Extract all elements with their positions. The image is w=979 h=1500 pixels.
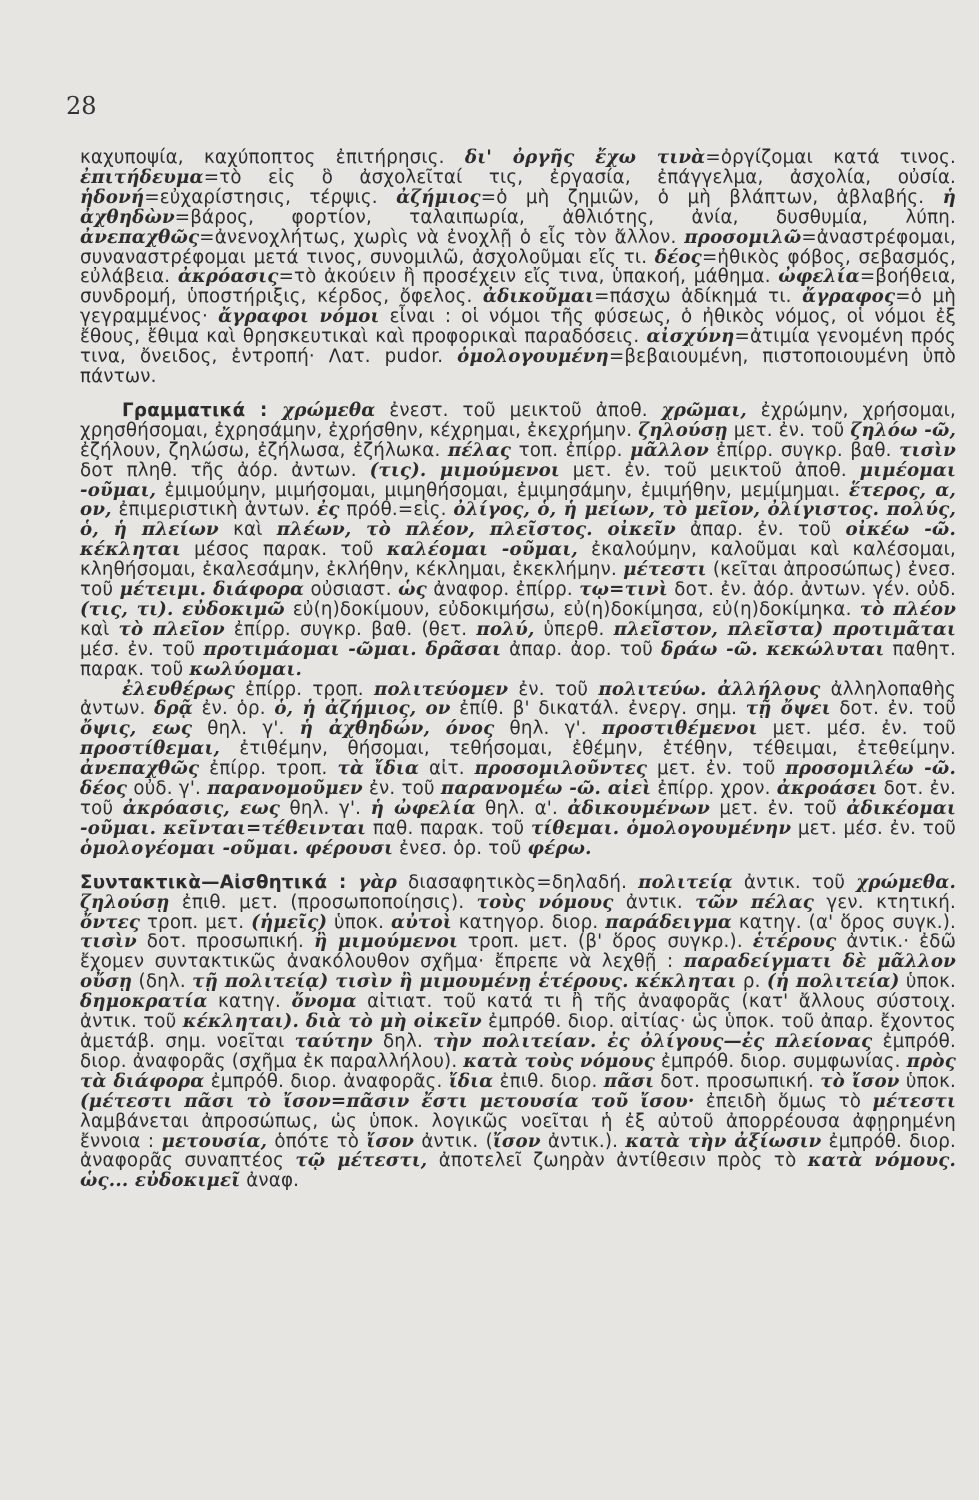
page-number: 28 bbox=[66, 92, 97, 120]
gloss-text: ἐπίρρ. τροπ. bbox=[199, 758, 338, 780]
lemma-term: ἄγραφοι νόμοι bbox=[218, 306, 380, 328]
gloss-text: θηλ. α'. bbox=[475, 798, 568, 819]
gloss-text: ἐτιθέμην, θήσομαι, τεθήσομαι, ἐθέμην, ἐτέθην, τέθειμαι, ἐτεθείμην. bbox=[220, 738, 956, 760]
gloss-text: =τὸ εἰς ὃ ἀσχολεῖταί τις, ἐργασία, ἐπάγγελμα, ἀσχολία, οὐσία. bbox=[203, 166, 956, 188]
lemma-term: τισὶν bbox=[899, 439, 956, 461]
lemma-term: κέκληται). διὰ τὸ μὴ οἰκεῖν bbox=[182, 1011, 482, 1033]
lemma-term: ἢ μιμούμενοι bbox=[313, 931, 458, 953]
lemma-term: αἰσχύνη bbox=[646, 326, 735, 348]
gloss-text: =πάσχω ἀδίκημά τι. bbox=[594, 286, 803, 308]
lemma-term: ἴσον bbox=[366, 1130, 415, 1152]
body-text bbox=[80, 148, 956, 1191]
gloss-text: δοτ. ἐν. τοῦ bbox=[80, 778, 956, 819]
gloss-text: ἐμιμούμην, μιμήσομαι, μιμηθήσομαι, ἐμιμησάμην, ἐμιμήθην, μεμίμημαι. bbox=[156, 479, 849, 501]
gloss-text: =ἀναστρέφομαι, συναναστρέφομαι μετά τινος, συνομιλῶ, ἀσχολοῦμαι εἴς τι. bbox=[80, 226, 956, 268]
lemma-term: ὁμολογουμένη bbox=[457, 346, 609, 368]
lemma-term: ἐλευθέρως bbox=[122, 678, 235, 700]
lemma-term: ὡς bbox=[398, 579, 427, 601]
gloss-text: ὁπότε τὸ bbox=[267, 1130, 367, 1152]
lemma-term: δρᾷ bbox=[154, 698, 193, 720]
gloss-text: ὑποκ. bbox=[899, 971, 956, 993]
lemma-term: ζηλούσῃ bbox=[638, 419, 728, 441]
gloss-text: ἐπίρρ. χρον. bbox=[651, 778, 777, 800]
lemma-term: χρῶμαι, bbox=[661, 399, 747, 421]
lemma-term: τὸ ἴσον bbox=[820, 1070, 900, 1092]
gloss-text: =ὀργίζομαι κατά τινος. bbox=[705, 147, 956, 168]
lemma-term: οἰκέω -ῶ. κέκληται bbox=[80, 519, 956, 561]
lemma-term: ὁμολογέομαι -οῦμαι. φέρουσι bbox=[80, 837, 394, 859]
lemma-term: ἀζήμιος bbox=[396, 186, 481, 208]
gloss-text: ἐμπρόθ. διορ. αἰτίας· ὡς ὑποκ. τοῦ ἀπαρ. ἔχοντος ἀμετάβ. σημ. νοεῖται bbox=[80, 1011, 956, 1052]
lemma-term: ἀκρόασις, εως bbox=[122, 798, 281, 819]
gloss-text: ἀλληλοπαθὴς ἀντων. bbox=[80, 678, 956, 720]
gloss-text: διασαφητικὸς=δηλαδή. bbox=[397, 871, 639, 893]
lemma-term: ἀνεπαχθῶς bbox=[80, 226, 200, 248]
lemma-term: προστιθέμενοι bbox=[601, 718, 758, 740]
lemma-term: (τις). μιμούμενοι bbox=[369, 459, 560, 481]
lemma-term: ζηλόω -ῶ, bbox=[850, 419, 956, 441]
gloss-text: δηλ. bbox=[372, 1030, 434, 1052]
lemma-term: παραδείγματι δὲ μᾶλλον οὔσῃ bbox=[80, 951, 956, 993]
lemma-term: ἐπιτήδευμα bbox=[80, 166, 204, 188]
paragraph bbox=[80, 680, 956, 859]
lemma-term: τοὺς νόμους bbox=[476, 891, 614, 913]
gloss-text: γεν. κτητική. bbox=[814, 891, 957, 913]
lemma-term: μέτειμι. διάφορα bbox=[119, 579, 305, 601]
gloss-text: ἀπαρ. ἀορ. τοῦ bbox=[501, 638, 662, 660]
lemma-term: προτιμάομαι -ῶμαι. δρᾶσαι bbox=[203, 638, 502, 660]
lemma-term: ὄντες bbox=[80, 911, 141, 933]
gloss-text: ἐμπρόθ. διορ. ἀναφορᾶς (σχῆμα ἐκ παραλλήλου). bbox=[80, 1030, 956, 1072]
gloss-text: δοτ πληθ. τῆς ἀόρ. ἀντων. bbox=[80, 459, 370, 481]
lemma-term: πολιτείᾳ bbox=[638, 871, 733, 893]
lemma-term: μέτεστι bbox=[872, 1090, 956, 1112]
gloss-text: ἀποτελεῖ ζωηρὰν ἀντίθεσιν πρὸς τὸ bbox=[427, 1150, 808, 1172]
gloss-text: κατηγ. (α' ὅρος συγκ.). bbox=[731, 911, 956, 933]
gloss-text: ἐχρώμην, χρήσομαι, χρησθήσομαι, ἐχρησάμην, ἐχρήσθην, κέχρημαι, ἐκεχρήμην. bbox=[80, 399, 956, 441]
gloss-text: =βεβαιουμένη, πιστοποιουμένη ὑπὸ πάντων. bbox=[80, 346, 956, 387]
lemma-term: τῇ ὄψει bbox=[745, 698, 831, 720]
lemma-term: μιμέομαι -οῦμαι, bbox=[80, 459, 956, 501]
lemma-term: τὸ πλέον bbox=[859, 598, 957, 620]
gloss-text: τροπ. μετ. (β' ὅρος συγκρ.). bbox=[457, 931, 753, 953]
lemma-term: ὄνομα bbox=[291, 991, 357, 1013]
lemma-term: προσομιλῶ bbox=[684, 226, 802, 248]
lemma-term: πολύ, bbox=[476, 618, 535, 640]
gloss-text: ἐν. τοῦ bbox=[362, 778, 441, 800]
gloss-text: ἐπειδὴ ὅμως τὸ bbox=[694, 1090, 873, 1112]
lemma-term: πλέων, τὸ πλέον, πλεῖστος. οἰκεῖν bbox=[276, 519, 676, 541]
gloss-text: οὐδ. γ'. bbox=[127, 778, 208, 800]
gloss-text: =ἀτιμία γενομένη πρός τινα, ὄνειδος, ἐντροπή· Λατ. pudor. bbox=[80, 326, 957, 368]
gloss-text: ἐμπρόθ. διορ. ἀναφορᾶς συναπτέος bbox=[80, 1130, 956, 1172]
gloss-text: ἐπιθ. μετ. (προσωποποίησις). bbox=[169, 891, 477, 913]
paragraph bbox=[80, 148, 956, 387]
lemma-term: προστίθεμαι, bbox=[80, 738, 221, 760]
gloss-text: μετ. μέσ. ἐν. τοῦ bbox=[757, 718, 956, 740]
gloss-text: κατηγορ. διορ. bbox=[451, 911, 606, 933]
gloss-text: ἀναφ. bbox=[240, 1170, 300, 1192]
gloss-text: ἐμπρόθ. διορ. συμφωνίας. bbox=[654, 1050, 907, 1072]
gloss-text: ἐπιμεριστικὴ ἀντων. bbox=[111, 499, 317, 521]
lemma-term: (μέτεστι πᾶσι τὸ ἴσον=πᾶσιν ἔστι μετουσία τοῦ ἴσου· bbox=[80, 1090, 695, 1112]
gloss-text: εἶναι : οἱ νόμοι τῆς φύσεως, ὁ ἠθικὸς νόμος, οἱ νόμοι ἐξ ἔθους, ἔθιμα καὶ θρησκευτικαὶ καὶ προφορικαὶ παραδόσεις. bbox=[80, 306, 956, 348]
gloss-text: θηλ. γ'. bbox=[494, 718, 602, 740]
gloss-text: οὐσιαστ. bbox=[304, 579, 399, 601]
gloss-text: εὐ(η)δοκίμουν, εὐδοκιμήσω, εὐ(η)δοκίμησα, εὐ(η)δοκίμηκα. bbox=[284, 598, 860, 620]
gloss-text: καὶ bbox=[218, 519, 277, 541]
lemma-term: ὀλίγος, ὁ, ἡ μείων, τὸ μεῖον, ὀλίγιστος. πολύς, ὁ, ἡ πλείων bbox=[80, 499, 956, 541]
gloss-text: =βοήθεια, συνδρομή, ὑποστήριξις, κέρδος, ὄφελος. bbox=[80, 266, 957, 308]
lemma-term: ἐς bbox=[316, 499, 340, 521]
lemma-term: ἴσον bbox=[492, 1130, 541, 1152]
gloss-text: =εὐχαρίστησις, τέρψις. bbox=[144, 186, 397, 208]
lemma-term: ἀδικέομαι -οῦμαι. κεῖνται=τέθεινται bbox=[80, 798, 956, 839]
lemma-term: τὰ ἴδια bbox=[337, 758, 420, 780]
lemma-term: προσομιλοῦντες bbox=[474, 758, 648, 780]
lemma-term: (ἡμεῖς) bbox=[251, 911, 328, 933]
gloss-text: ἐζήλουν, ζηλώσω, ἐζήλωσα, ἐζήλωκα. bbox=[80, 439, 448, 461]
gloss-text: ὑποκ. bbox=[899, 1070, 957, 1092]
lemma-term: ἴδια bbox=[448, 1070, 494, 1092]
gloss-text: ἐπιθ. διορ. bbox=[493, 1070, 604, 1092]
gloss-text: πρόθ.=εἰς. bbox=[339, 499, 454, 521]
lemma-term: παράδειγμα bbox=[605, 911, 732, 933]
gloss-text: ὑποκ. bbox=[327, 911, 392, 933]
lemma-term: προσομιλέω -ῶ. δέος bbox=[80, 758, 956, 800]
lemma-term: τῇ πολιτείᾳ) τισὶν ἢ μιμουμένῃ ἑτέρους. κέκληται bbox=[192, 971, 737, 993]
gloss-text: αἰτιατ. τοῦ κατά τι ἢ τῆς ἀναφορᾶς (κατ' ἄλλους σύστοιχ. ἀντικ. τοῦ bbox=[80, 991, 956, 1033]
gloss-text: θηλ. γ'. bbox=[192, 718, 300, 740]
lemma-term: μᾶλλον bbox=[630, 439, 709, 461]
lemma-term: χρώμεθα bbox=[282, 399, 376, 421]
gloss-text: ἐν. ὁρ. bbox=[192, 698, 275, 720]
lemma-term: φέρω. bbox=[527, 837, 592, 859]
lemma-term: ὠφελία bbox=[778, 266, 860, 288]
lemma-term: πολιτεύομεν bbox=[373, 678, 509, 700]
gloss-text: ὑπερθ. bbox=[534, 618, 614, 640]
lemma-term: ἀδικοῦμαι bbox=[482, 286, 595, 308]
lemma-term: τῶν πέλας bbox=[695, 891, 815, 913]
lemma-term: δημοκρατία bbox=[80, 991, 208, 1013]
lemma-term: αὐτοὶ bbox=[391, 911, 452, 933]
gloss-text: =βάρος, φορτίον, ταλαιπωρία, ἀθλιότης, ἀνία, δυσθυμία, λύπη. bbox=[174, 206, 956, 228]
paragraph bbox=[80, 401, 956, 680]
lemma-term: πᾶσι bbox=[603, 1070, 655, 1092]
lemma-term: τὸ πλεῖον bbox=[118, 618, 225, 640]
lemma-term: πλεῖστον, πλεῖστα) προτιμᾶται bbox=[613, 618, 956, 640]
lemma-term: πρὸς τὰ διάφορα bbox=[80, 1050, 957, 1092]
gloss-text: μετ. ἐν. τοῦ bbox=[647, 758, 786, 780]
section-heading: Γραμματικά : bbox=[122, 399, 283, 421]
gloss-text: μετ. μέσ. ἐν. τοῦ bbox=[791, 817, 956, 839]
gloss-text: μετ. ἐν. τοῦ bbox=[727, 419, 851, 441]
gloss-text: ἀπαρ. ἐν. τοῦ bbox=[675, 519, 846, 541]
gloss-text: ἐνεσ. ὁρ. τοῦ bbox=[393, 837, 528, 859]
gloss-text: ἀντικ.). bbox=[540, 1130, 626, 1152]
gloss-text: ἀντικ. τοῦ bbox=[732, 871, 857, 893]
lemma-term: ἡ ἀχθηδὼν bbox=[80, 186, 956, 228]
gloss-text: ἀντικ. ( bbox=[414, 1130, 493, 1152]
lemma-term: χρώμεθα. ζηλούσῃ bbox=[80, 871, 956, 913]
lemma-term: κατὰ τὴν ἀξίωσιν bbox=[625, 1130, 822, 1152]
gloss-text: ἀναφορ. ἐπίρρ. bbox=[426, 579, 580, 601]
gloss-text: ἐπίρρ. τροπ. bbox=[234, 678, 374, 700]
lemma-term: παρανομοῦμεν bbox=[207, 778, 363, 800]
lemma-term: ἀδικουμένων bbox=[567, 798, 710, 819]
lemma-term: (τις, τι). εὐδοκιμῶ bbox=[80, 598, 285, 620]
lemma-term: μετουσία, bbox=[161, 1130, 268, 1152]
gloss-text: καχυποψία, καχύποπτος ἐπιτήρησις. bbox=[80, 147, 465, 168]
lemma-term: δι' ὀργῆς ἔχω τινὰ bbox=[464, 147, 706, 168]
lemma-term: (ἡ πολιτεία) bbox=[766, 971, 900, 993]
lemma-term: ὄψις, εως bbox=[80, 718, 193, 740]
lemma-term: τίθεμαι. ὁμολογουμένην bbox=[530, 817, 792, 839]
gloss-text: ἐπίρρ. συγκρ. βαθ. (θετ. bbox=[224, 618, 477, 640]
gloss-text: δοτ. προσωπική. bbox=[136, 931, 314, 953]
lemma-term: μέτεστι bbox=[623, 559, 707, 581]
gloss-text: (δηλ. bbox=[132, 971, 193, 993]
gloss-text: ἐκαλούμην, καλοῦμαι καὶ καλέσομαι, κληθήσομαι, ἐκαλεσάμην, ἐκλήθην, κέκλημαι, ἐκεκλήμην. bbox=[80, 539, 956, 581]
gloss-text: παθ. παρακ. τοῦ bbox=[366, 817, 531, 839]
lemma-term: πολιτεύω. ἀλλήλους bbox=[598, 678, 821, 700]
gloss-text: ἀντικ. bbox=[613, 891, 696, 913]
lemma-term: δέος bbox=[654, 246, 702, 268]
gloss-text: δοτ. ἐν. ἀόρ. ἀντων. γέν. οὐδ. bbox=[667, 579, 956, 601]
gloss-text: μέσ. ἐν. τοῦ bbox=[80, 638, 204, 660]
gloss-text: =ἠθικὸς φόβος, σεβασμός, εὐλάβεια. bbox=[80, 246, 956, 288]
gloss-text: δοτ. ἐν. τοῦ bbox=[830, 698, 956, 720]
gloss-text: ἐν. τοῦ bbox=[508, 678, 599, 700]
lemma-term: γὰρ bbox=[358, 871, 397, 893]
lemma-term: τῷ μέτεστι, bbox=[295, 1150, 428, 1172]
lemma-term: κατὰ νόμους. ὡς... εὐδοκιμεῖ bbox=[80, 1150, 956, 1192]
gloss-text: μετ. ἐν. τοῦ bbox=[709, 798, 847, 819]
gloss-text: παθητ. παρακ. τοῦ bbox=[80, 638, 957, 680]
lemma-term: κωλύομαι. bbox=[189, 658, 303, 680]
lemma-term: ἡ ἀχθηδών, όνος bbox=[299, 718, 495, 740]
lemma-term: ἕτερος, α, ον, bbox=[80, 479, 956, 521]
section-heading: Συντακτικὰ—Αἰσθητικά : bbox=[80, 871, 359, 893]
lemma-term: τισὶν bbox=[80, 931, 137, 953]
lemma-term: ταύτην bbox=[294, 1030, 373, 1052]
lemma-term: ἀκροάσει bbox=[776, 778, 878, 800]
gloss-text: =ὁ μὴ γεγραμμένος· bbox=[80, 286, 957, 328]
lemma-term: κατὰ τοὺς νόμους bbox=[463, 1050, 655, 1072]
gloss-text: τροπ. μετ. bbox=[140, 911, 252, 933]
gloss-text: ἐνεστ. τοῦ μεικτοῦ ἀποθ. bbox=[375, 399, 662, 421]
gloss-text: ἀντικ.· ἐδῶ ἔχομεν συντακτικῶς ἀνακόλουθον σχῆμα· ἔπρεπε νὰ λεχθῇ : bbox=[80, 931, 956, 973]
lemma-term: ἡδονή bbox=[80, 186, 145, 208]
lemma-term: ἑτέρους bbox=[752, 931, 837, 953]
lemma-term: τῳ=τινὶ bbox=[579, 579, 668, 601]
gloss-text: (κεῖται ἀπροσώπως) ἐνεσ. τοῦ bbox=[80, 559, 956, 601]
gloss-text: δοτ. προσωπική. bbox=[654, 1070, 821, 1092]
gloss-text: =τὸ ἀκούειν ἢ προσέχειν εἴς τινα, ὑπακοή, μάθημα. bbox=[278, 266, 779, 288]
gloss-text: θηλ. γ'. bbox=[280, 798, 371, 819]
gloss-text: μέσος παρακ. τοῦ bbox=[180, 539, 387, 561]
lemma-term: ἀκρόασις bbox=[177, 266, 279, 288]
gloss-text: τοπ. ἐπίρρ. bbox=[511, 439, 631, 461]
gloss-text: λαμβάνεται ἀπροσώπως, ὡς ὑποκ. λογικῶς νοεῖται ἡ ἐξ αὐτοῦ ἀπορρέουσα ἀφῃρημένη ἔννοια : bbox=[80, 1110, 956, 1152]
gloss-text: ἐμπρόθ. διορ. ἀναφορᾶς. bbox=[204, 1070, 449, 1092]
gloss-text: αἰτ. bbox=[419, 758, 475, 780]
lemma-term: ἡ ὠφελία bbox=[370, 798, 476, 819]
lemma-term: ἄγραφος bbox=[802, 286, 896, 308]
lemma-term: ἀνεπαχθῶς bbox=[80, 758, 200, 780]
lemma-term: δράω -ῶ. κεκώλυται bbox=[661, 638, 885, 660]
lemma-term: πέλας bbox=[447, 439, 512, 461]
lemma-term: ὁ, ἡ ἀζήμιος, ον bbox=[274, 698, 451, 720]
gloss-text: ἐπίρρ. συγκρ. βαθ. bbox=[708, 439, 900, 461]
lemma-term: παρανομέω -ῶ. αἰεὶ bbox=[440, 778, 652, 800]
paragraph bbox=[80, 873, 956, 1192]
gloss-text: =ἀνενοχλήτως, χωρὶς νὰ ἐνοχλῇ ὁ εἷς τὸν ἄλλον. bbox=[199, 226, 685, 248]
gloss-text: ρ. bbox=[736, 971, 767, 993]
gloss-text: ἐπίθ. β' δικατάλ. ἐνεργ. σημ. bbox=[450, 698, 746, 720]
gloss-text: μετ. ἐν. τοῦ μεικτοῦ ἀποθ. bbox=[559, 459, 860, 481]
lemma-term: τὴν πολιτείαν. ἐς ὀλίγους—ἐς πλείονας bbox=[433, 1030, 873, 1052]
gloss-text: =ὁ μὴ ζημιῶν, ὁ μὴ βλάπτων, ἀβλαβής. bbox=[480, 186, 943, 208]
lemma-term: καλέομαι -οῦμαι, bbox=[386, 539, 578, 561]
gloss-text: κατηγ. bbox=[207, 991, 292, 1013]
gloss-text: καὶ bbox=[80, 618, 119, 640]
